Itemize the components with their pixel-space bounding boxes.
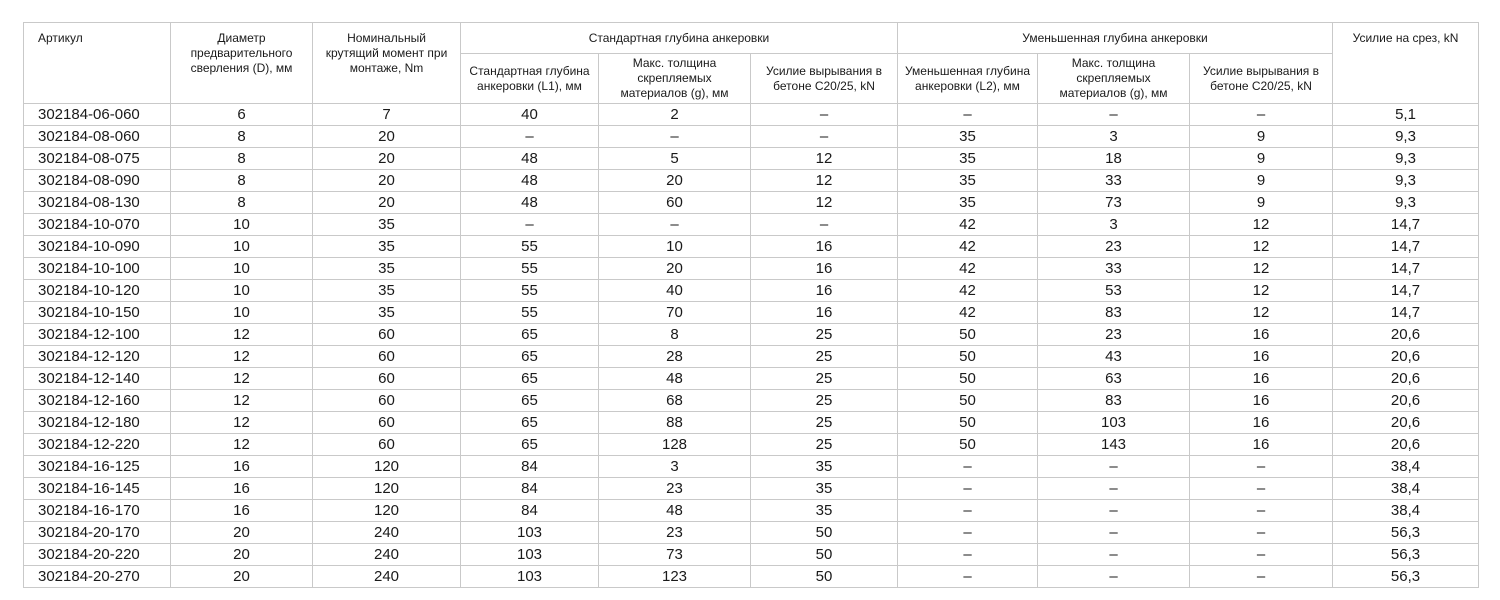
- cell-value: 103: [461, 522, 599, 544]
- cell-value: 48: [599, 368, 751, 390]
- cell-value: 83: [1038, 302, 1190, 324]
- cell-value: 38,4: [1333, 456, 1479, 478]
- cell-value: 12: [1190, 214, 1333, 236]
- cell-value: –: [1038, 566, 1190, 588]
- cell-value: –: [1190, 522, 1333, 544]
- cell-value: 42: [898, 236, 1038, 258]
- cell-value: 35: [898, 170, 1038, 192]
- cell-value: 42: [898, 258, 1038, 280]
- cell-value: 12: [751, 170, 898, 192]
- cell-value: 3: [1038, 126, 1190, 148]
- cell-value: –: [751, 104, 898, 126]
- cell-value: 16: [1190, 434, 1333, 456]
- cell-value: –: [599, 214, 751, 236]
- cell-value: 35: [313, 236, 461, 258]
- cell-value: 16: [751, 258, 898, 280]
- cell-value: 9,3: [1333, 148, 1479, 170]
- cell-value: 20,6: [1333, 434, 1479, 456]
- cell-value: 16: [1190, 390, 1333, 412]
- cell-value: 38,4: [1333, 500, 1479, 522]
- cell-value: –: [898, 522, 1038, 544]
- cell-value: 10: [171, 302, 313, 324]
- cell-value: 14,7: [1333, 214, 1479, 236]
- cell-value: 16: [751, 236, 898, 258]
- column-header-standard-pullout: Усилие вырывания в бетоне C20/25, kN: [751, 54, 898, 104]
- cell-artikul: 302184-08-075: [24, 148, 171, 170]
- cell-value: 33: [1038, 170, 1190, 192]
- cell-value: 16: [1190, 368, 1333, 390]
- cell-artikul: 302184-12-160: [24, 390, 171, 412]
- cell-value: 35: [898, 148, 1038, 170]
- cell-value: 25: [751, 412, 898, 434]
- cell-value: –: [1190, 500, 1333, 522]
- cell-value: 35: [313, 214, 461, 236]
- cell-value: 12: [171, 412, 313, 434]
- cell-value: 63: [1038, 368, 1190, 390]
- table-row: [24, 324, 1479, 346]
- cell-value: 16: [1190, 346, 1333, 368]
- cell-value: –: [1038, 456, 1190, 478]
- cell-value: –: [751, 126, 898, 148]
- cell-artikul: 302184-06-060: [24, 104, 171, 126]
- cell-value: 12: [1190, 236, 1333, 258]
- cell-value: 20,6: [1333, 390, 1479, 412]
- column-header-diameter: Диаметр предварительного сверления (D), мм: [171, 23, 313, 104]
- cell-value: –: [898, 478, 1038, 500]
- cell-value: 10: [171, 214, 313, 236]
- cell-value: 16: [1190, 412, 1333, 434]
- cell-value: 48: [461, 148, 599, 170]
- cell-artikul: 302184-20-270: [24, 566, 171, 588]
- table-row: [24, 500, 1479, 522]
- cell-value: 16: [751, 302, 898, 324]
- cell-value: 50: [898, 324, 1038, 346]
- cell-value: 84: [461, 478, 599, 500]
- cell-value: 25: [751, 390, 898, 412]
- cell-value: –: [751, 214, 898, 236]
- cell-value: 28: [599, 346, 751, 368]
- table-row: [24, 368, 1479, 390]
- anchor-specs-table-container: [23, 22, 1479, 588]
- cell-value: –: [461, 126, 599, 148]
- group-header-reduced-depth: Уменьшенная глубина анкеровки: [898, 23, 1333, 54]
- cell-value: 83: [1038, 390, 1190, 412]
- cell-value: 25: [751, 368, 898, 390]
- cell-value: 20: [171, 522, 313, 544]
- table-row: [24, 258, 1479, 280]
- cell-value: 60: [599, 192, 751, 214]
- cell-value: 143: [1038, 434, 1190, 456]
- cell-value: 25: [751, 346, 898, 368]
- cell-value: 3: [599, 456, 751, 478]
- cell-value: –: [599, 126, 751, 148]
- cell-artikul: 302184-12-220: [24, 434, 171, 456]
- cell-value: 5: [599, 148, 751, 170]
- cell-value: 14,7: [1333, 302, 1479, 324]
- cell-artikul: 302184-10-150: [24, 302, 171, 324]
- cell-artikul: 302184-10-090: [24, 236, 171, 258]
- cell-artikul: 302184-12-180: [24, 412, 171, 434]
- cell-value: 56,3: [1333, 544, 1479, 566]
- cell-value: 8: [171, 170, 313, 192]
- cell-value: 43: [1038, 346, 1190, 368]
- cell-value: 35: [898, 192, 1038, 214]
- cell-value: 12: [171, 324, 313, 346]
- cell-value: –: [898, 104, 1038, 126]
- table-row: [24, 434, 1479, 456]
- cell-value: 16: [171, 478, 313, 500]
- cell-value: 20,6: [1333, 412, 1479, 434]
- table-row: [24, 192, 1479, 214]
- cell-value: 40: [461, 104, 599, 126]
- cell-value: 55: [461, 258, 599, 280]
- cell-value: 50: [751, 566, 898, 588]
- cell-value: –: [1038, 104, 1190, 126]
- cell-value: 42: [898, 302, 1038, 324]
- cell-value: 14,7: [1333, 236, 1479, 258]
- cell-value: 35: [751, 456, 898, 478]
- cell-value: 8: [599, 324, 751, 346]
- cell-value: 6: [171, 104, 313, 126]
- cell-value: 16: [171, 500, 313, 522]
- cell-value: –: [1190, 566, 1333, 588]
- cell-value: –: [1190, 456, 1333, 478]
- cell-value: 50: [898, 368, 1038, 390]
- cell-artikul: 302184-20-220: [24, 544, 171, 566]
- cell-value: 16: [171, 456, 313, 478]
- column-header-reduced-thickness: Макс. толщина скрепляемых материалов (g), мм: [1038, 54, 1190, 104]
- cell-value: –: [898, 456, 1038, 478]
- cell-value: 65: [461, 368, 599, 390]
- cell-artikul: 302184-10-120: [24, 280, 171, 302]
- cell-artikul: 302184-10-100: [24, 258, 171, 280]
- cell-value: 10: [171, 236, 313, 258]
- cell-value: 14,7: [1333, 280, 1479, 302]
- cell-value: 20: [313, 126, 461, 148]
- cell-value: 88: [599, 412, 751, 434]
- cell-value: –: [898, 544, 1038, 566]
- cell-value: 35: [313, 302, 461, 324]
- cell-artikul: 302184-08-130: [24, 192, 171, 214]
- cell-value: 42: [898, 280, 1038, 302]
- cell-value: 10: [171, 280, 313, 302]
- cell-value: 25: [751, 434, 898, 456]
- cell-artikul: 302184-16-125: [24, 456, 171, 478]
- cell-value: 5,1: [1333, 104, 1479, 126]
- column-header-shear: Усилие на срез, kN: [1333, 23, 1479, 104]
- cell-value: 50: [898, 412, 1038, 434]
- cell-value: 20,6: [1333, 346, 1479, 368]
- cell-value: 35: [751, 500, 898, 522]
- cell-value: 50: [898, 434, 1038, 456]
- cell-value: 20: [313, 170, 461, 192]
- cell-value: 240: [313, 544, 461, 566]
- column-header-standard-depth-l1: Стандартная глубина анкеровки (L1), мм: [461, 54, 599, 104]
- cell-value: 12: [171, 368, 313, 390]
- cell-value: 35: [313, 258, 461, 280]
- column-header-reduced-depth-l2: Уменьшенная глубина анкеровки (L2), мм: [898, 54, 1038, 104]
- cell-value: 23: [599, 478, 751, 500]
- cell-value: 9: [1190, 192, 1333, 214]
- cell-value: –: [461, 214, 599, 236]
- column-header-torque: Номинальный крутящий момент при монтаже, Nm: [313, 23, 461, 104]
- cell-value: 240: [313, 566, 461, 588]
- table-row: [24, 126, 1479, 148]
- cell-value: 35: [898, 126, 1038, 148]
- cell-value: 9,3: [1333, 170, 1479, 192]
- cell-value: 84: [461, 500, 599, 522]
- cell-value: 68: [599, 390, 751, 412]
- anchor-specs-table: [23, 22, 1479, 588]
- cell-value: 8: [171, 148, 313, 170]
- cell-value: –: [898, 500, 1038, 522]
- cell-value: 55: [461, 236, 599, 258]
- cell-value: 10: [599, 236, 751, 258]
- table-row: [24, 148, 1479, 170]
- cell-value: 73: [599, 544, 751, 566]
- cell-value: –: [1190, 104, 1333, 126]
- cell-value: 56,3: [1333, 566, 1479, 588]
- cell-value: 20: [171, 544, 313, 566]
- table-row: [24, 522, 1479, 544]
- cell-value: 38,4: [1333, 478, 1479, 500]
- cell-value: 20: [313, 192, 461, 214]
- cell-value: 84: [461, 456, 599, 478]
- cell-value: 20: [599, 258, 751, 280]
- cell-value: 65: [461, 324, 599, 346]
- cell-artikul: 302184-12-120: [24, 346, 171, 368]
- table-row: [24, 302, 1479, 324]
- cell-value: 240: [313, 522, 461, 544]
- cell-value: –: [1190, 478, 1333, 500]
- cell-value: –: [898, 566, 1038, 588]
- cell-value: 56,3: [1333, 522, 1479, 544]
- cell-artikul: 302184-16-145: [24, 478, 171, 500]
- cell-value: 2: [599, 104, 751, 126]
- cell-value: 20,6: [1333, 324, 1479, 346]
- table-row: [24, 412, 1479, 434]
- cell-value: –: [1038, 500, 1190, 522]
- cell-value: 120: [313, 500, 461, 522]
- table-header: [24, 23, 1479, 104]
- group-header-standard-depth: Стандартная глубина анкеровки: [461, 23, 898, 54]
- table-row: [24, 390, 1479, 412]
- cell-artikul: 302184-08-090: [24, 170, 171, 192]
- cell-value: 23: [1038, 324, 1190, 346]
- cell-value: 128: [599, 434, 751, 456]
- cell-value: 50: [898, 390, 1038, 412]
- cell-value: 60: [313, 368, 461, 390]
- table-row: [24, 544, 1479, 566]
- cell-value: 14,7: [1333, 258, 1479, 280]
- cell-value: 18: [1038, 148, 1190, 170]
- cell-artikul: 302184-12-100: [24, 324, 171, 346]
- cell-value: 123: [599, 566, 751, 588]
- cell-value: 60: [313, 324, 461, 346]
- cell-value: 12: [1190, 258, 1333, 280]
- cell-value: 12: [1190, 302, 1333, 324]
- cell-value: 55: [461, 280, 599, 302]
- table-row: [24, 346, 1479, 368]
- cell-value: 16: [1190, 324, 1333, 346]
- cell-value: 65: [461, 390, 599, 412]
- cell-value: 60: [313, 346, 461, 368]
- table-row: [24, 280, 1479, 302]
- cell-value: 70: [599, 302, 751, 324]
- table-row: [24, 566, 1479, 588]
- cell-value: 23: [599, 522, 751, 544]
- cell-value: 20: [599, 170, 751, 192]
- cell-value: 12: [171, 346, 313, 368]
- cell-value: 12: [751, 192, 898, 214]
- cell-value: 7: [313, 104, 461, 126]
- cell-value: 65: [461, 346, 599, 368]
- cell-value: –: [1038, 478, 1190, 500]
- cell-value: 50: [751, 522, 898, 544]
- cell-value: 20,6: [1333, 368, 1479, 390]
- cell-value: 12: [751, 148, 898, 170]
- cell-artikul: 302184-10-070: [24, 214, 171, 236]
- cell-value: –: [1038, 544, 1190, 566]
- cell-value: 65: [461, 434, 599, 456]
- column-header-artikul: Артикул: [24, 23, 171, 104]
- cell-value: 9: [1190, 170, 1333, 192]
- cell-value: –: [1038, 522, 1190, 544]
- cell-value: 60: [313, 390, 461, 412]
- header-row-groups: [24, 23, 1479, 54]
- table-row: [24, 214, 1479, 236]
- cell-value: 55: [461, 302, 599, 324]
- cell-value: 33: [1038, 258, 1190, 280]
- cell-value: 9,3: [1333, 192, 1479, 214]
- cell-value: 103: [461, 566, 599, 588]
- cell-value: 60: [313, 434, 461, 456]
- cell-value: 65: [461, 412, 599, 434]
- table-row: [24, 456, 1479, 478]
- cell-value: 12: [171, 390, 313, 412]
- cell-value: 42: [898, 214, 1038, 236]
- cell-value: 25: [751, 324, 898, 346]
- cell-value: 10: [171, 258, 313, 280]
- cell-value: 60: [313, 412, 461, 434]
- cell-value: 103: [461, 544, 599, 566]
- cell-artikul: 302184-16-170: [24, 500, 171, 522]
- cell-value: 48: [599, 500, 751, 522]
- table-row: [24, 236, 1479, 258]
- cell-value: 12: [1190, 280, 1333, 302]
- table-body: [24, 104, 1479, 588]
- cell-value: –: [1190, 544, 1333, 566]
- cell-value: 73: [1038, 192, 1190, 214]
- cell-value: 120: [313, 478, 461, 500]
- column-header-reduced-pullout: Усилие вырывания в бетоне C20/25, kN: [1190, 54, 1333, 104]
- cell-value: 50: [898, 346, 1038, 368]
- cell-value: 48: [461, 192, 599, 214]
- cell-artikul: 302184-08-060: [24, 126, 171, 148]
- cell-value: 9: [1190, 148, 1333, 170]
- cell-value: 12: [171, 434, 313, 456]
- table-row: [24, 478, 1479, 500]
- cell-artikul: 302184-12-140: [24, 368, 171, 390]
- cell-artikul: 302184-20-170: [24, 522, 171, 544]
- cell-value: 8: [171, 126, 313, 148]
- cell-value: 23: [1038, 236, 1190, 258]
- cell-value: 35: [313, 280, 461, 302]
- cell-value: 16: [751, 280, 898, 302]
- cell-value: 53: [1038, 280, 1190, 302]
- table-row: [24, 170, 1479, 192]
- cell-value: 120: [313, 456, 461, 478]
- cell-value: 50: [751, 544, 898, 566]
- cell-value: 20: [313, 148, 461, 170]
- column-header-standard-thickness: Макс. толщина скрепляемых материалов (g), мм: [599, 54, 751, 104]
- table-row: [24, 104, 1479, 126]
- cell-value: 8: [171, 192, 313, 214]
- cell-value: 20: [171, 566, 313, 588]
- cell-value: 35: [751, 478, 898, 500]
- cell-value: 103: [1038, 412, 1190, 434]
- cell-value: 9,3: [1333, 126, 1479, 148]
- cell-value: 40: [599, 280, 751, 302]
- cell-value: 3: [1038, 214, 1190, 236]
- cell-value: 9: [1190, 126, 1333, 148]
- cell-value: 48: [461, 170, 599, 192]
